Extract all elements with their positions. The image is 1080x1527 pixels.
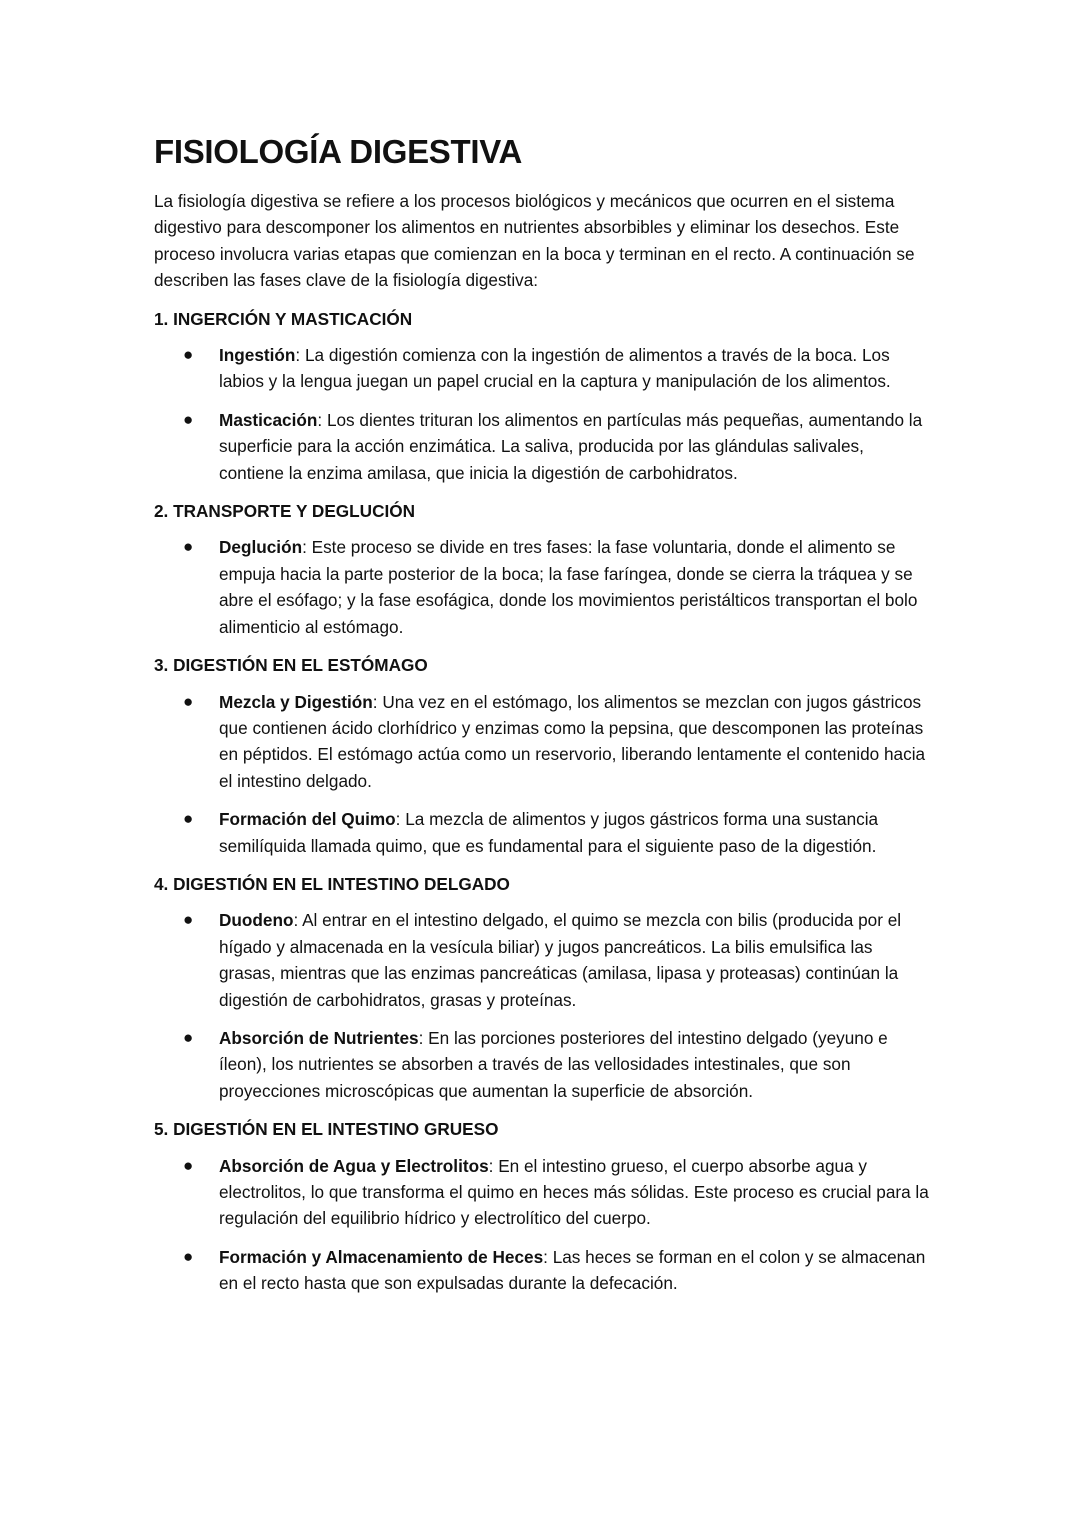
bullet-icon: ● bbox=[183, 809, 194, 829]
bullet-icon: ● bbox=[183, 1155, 194, 1175]
list-item bbox=[154, 689, 929, 795]
bullet-icon: ● bbox=[183, 691, 194, 711]
document-content bbox=[154, 130, 929, 1309]
item-text: : En las porciones posteriores del intestino delgado (yeyuno e íleon), los nutrientes se absorben a través de las vellosidades intestinales, que son proyecciones microscópicas que aumentan la superficie de absorción. bbox=[219, 1027, 888, 1101]
section-heading-4: 4. DIGESTIÓN EN EL INTESTINO DELGADO bbox=[154, 873, 510, 894]
list-item bbox=[154, 806, 929, 859]
section-list-2 bbox=[154, 534, 929, 640]
section-list-5 bbox=[154, 1153, 929, 1297]
bullet-icon: ● bbox=[183, 345, 194, 365]
item-term: Masticación bbox=[219, 409, 318, 430]
section-list-3 bbox=[154, 689, 929, 859]
list-item bbox=[154, 1025, 929, 1104]
bullet-icon: ● bbox=[183, 537, 194, 557]
section-list-1 bbox=[154, 342, 929, 486]
item-term: Deglución bbox=[219, 537, 303, 558]
item-term: Formación del Quimo bbox=[219, 809, 396, 830]
bullet-icon: ● bbox=[183, 1246, 194, 1266]
item-term: Duodeno bbox=[219, 910, 294, 931]
bullet-icon: ● bbox=[183, 1027, 194, 1047]
list-item bbox=[154, 1244, 929, 1297]
section-heading-2: 2. TRANSPORTE Y DEGLUCIÓN bbox=[154, 501, 416, 522]
bullet-icon: ● bbox=[183, 910, 194, 930]
section-heading-1: 1. INGERCIÓN Y MASTICACIÓN bbox=[154, 308, 413, 329]
item-text: : Este proceso se divide en tres fases: la fase voluntaria, donde el alimento se empuja hacia la parte posterior de la boca; la fase faríngea, donde se cierra la tráquea y se abre el esófago; y la fase esofágica, donde los movimientos peristálticos transportan el bolo alimenticio al estómago. bbox=[219, 537, 918, 637]
page-title: FISIOLOGÍA DIGESTIVA bbox=[154, 133, 523, 170]
bullet-icon: ● bbox=[183, 409, 194, 429]
item-term: Mezcla y Digestión bbox=[219, 691, 373, 712]
item-text: : Las heces se forman en el colon y se almacenan en el recto hasta que son expulsadas durante la defecación. bbox=[219, 1246, 926, 1294]
item-text: : Los dientes trituran los alimentos en partículas más pequeñas, aumentando la superficie para la acción enzimática. La saliva, producida por las glándulas salivales, contiene la enzima amilasa, que inicia la digestión de carbohidratos. bbox=[219, 409, 923, 483]
list-item bbox=[154, 1153, 929, 1232]
item-term: Ingestión bbox=[219, 345, 296, 366]
item-text: : En el intestino grueso, el cuerpo absorbe agua y electrolitos, lo que transforma el quimo en heces más sólidas. Este proceso es crucial para la regulación del equilibrio hídrico y electrolítico del cuerpo. bbox=[219, 1155, 929, 1229]
item-term: Absorción de Agua y Electrolitos bbox=[219, 1155, 489, 1176]
item-text: : Una vez en el estómago, los alimentos se mezclan con jugos gástricos que contienen ácido clorhídrico y enzimas como la pepsina, que descomponen las proteínas en péptidos. El estómago actúa como un reservorio, liberando lentamente el contenido hacia el intestino delgado. bbox=[219, 691, 926, 791]
section-heading-3: 3. DIGESTIÓN EN EL ESTÓMAGO bbox=[154, 655, 428, 676]
list-item bbox=[154, 907, 929, 1013]
item-term: Formación y Almacenamiento de Heces bbox=[219, 1246, 544, 1267]
section-heading-5: 5. DIGESTIÓN EN EL INTESTINO GRUESO bbox=[154, 1119, 499, 1140]
item-text: : Al entrar en el intestino delgado, el quimo se mezcla con bilis (producida por el hígado y almacenada en la vesícula biliar) y jugos pancreáticos. La bilis emulsifica las grasas, mientras que las enzimas pancreáticas (amilasa, lipasa y proteasas) continúan la digestión de carbohidratos, grasas y proteínas. bbox=[219, 910, 902, 1010]
list-item bbox=[154, 534, 929, 640]
item-text: : La mezcla de alimentos y jugos gástricos forma una sustancia semilíquida llamada quimo, que es fundamental para el siguiente paso de la digestión. bbox=[219, 809, 879, 856]
section-list-4 bbox=[154, 907, 929, 1104]
intro-paragraph: La fisiología digestiva se refiere a los procesos biológicos y mecánicos que ocurren en el sistema digestivo para descomponer los alimentos en nutrientes absorbibles y eliminar los desechos. Este proceso involucra varias etapas que comienzan en la boca y terminan en el recto. A continuación se describen las fases clave de la fisiología digestiva: bbox=[154, 191, 915, 291]
list-item bbox=[154, 407, 929, 486]
item-text: : La digestión comienza con la ingestión de alimentos a través de la boca. Los labios y la lengua juegan un papel crucial en la captura y manipulación de los alimentos. bbox=[219, 345, 891, 392]
list-item bbox=[154, 342, 929, 395]
item-term: Absorción de Nutrientes bbox=[219, 1027, 419, 1048]
